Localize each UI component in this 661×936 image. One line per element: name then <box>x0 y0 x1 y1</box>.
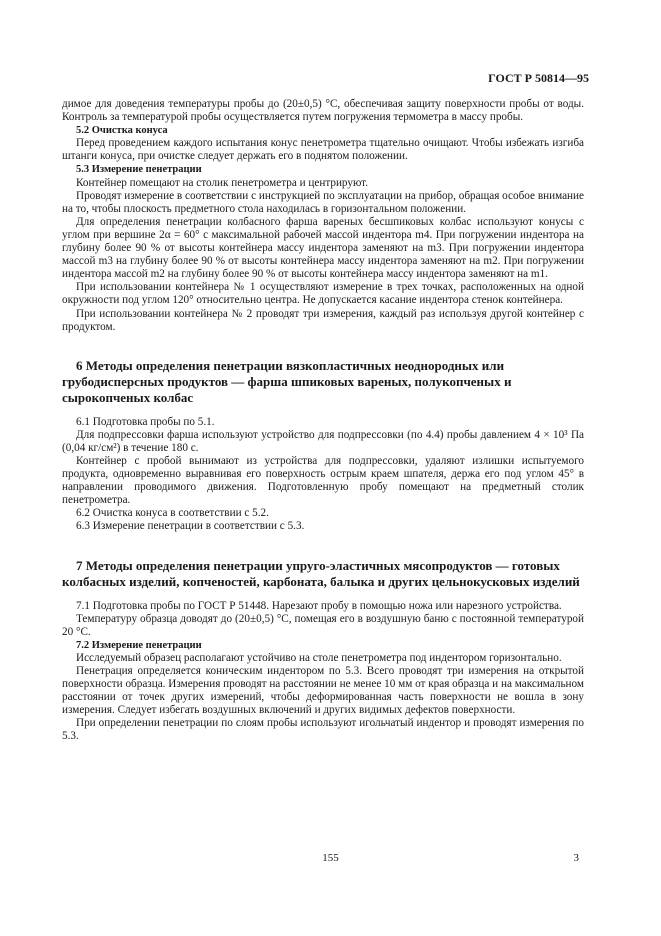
page-number: 155 <box>322 852 339 864</box>
document-body <box>62 98 584 744</box>
paragraph: При использовании контейнера № 2 проводят три измерения, каждый раз используя другой контейнер с продуктом. <box>62 307 584 333</box>
paragraph: димое для доведения температуры пробы до (20±0,5) °С, обеспечивая защиту поверхности пробы от воды. Контроль за температурой пробы осуществляется путем погружения термометра в массу пробы. <box>62 98 584 124</box>
document-header: ГОСТ Р 50814—95 <box>488 71 589 85</box>
paragraph: 6.3 Измерение пенетрации в соответствии с 5.3. <box>76 520 305 533</box>
paragraph: Исследуемый образец располагают устойчиво на столе пенетрометра под индентором горизонтально. <box>76 651 562 664</box>
subsection-heading: 5.2 Очистка конуса <box>76 125 168 137</box>
paragraph: 6.1 Подготовка пробы по 5.1. <box>76 415 215 428</box>
paragraph: Контейнер помещают на столик пенетрометра и центрируют. <box>76 176 369 189</box>
paragraph: 7.1 Подготовка пробы по ГОСТ Р 51448. Нарезают пробу в помощью ножа или нарезного устройства. <box>76 599 562 612</box>
paragraph: Контейнер с пробой вынимают из устройства для подпрессовки, удаляют излишки испытуемого продукта, одновременно выравнивая его поверхность острым краем шпателя, держа его под углом 45° в направлении проводимого движения. Подготовленную пробу помещают на предметный столик пенетрометра. <box>62 454 584 507</box>
paragraph: Для определения пенетрации колбасного фарша вареных бесшпиковых колбас используют конусы с углом при вершине 2α = 60° с максимальной рабочей массой индентора m4. При погружении индентора на глубину более 90 % от высоты контейнера массу индентора заменяют на m3. При погружении индентора массой m3 на глубину более 90 % от высоты контейнера массу индентора заменяют на m2. При погружении индентора массой m2 на глубину более 90 % от высоты контейнера массу индентора заменяют на m1. <box>62 215 584 281</box>
paragraph: Пенетрация определяется коническим индентором по 5.3. Всего проводят три измерения на открытой поверхности образца. Измерения проводят на расстоянии не менее 10 мм от края образца и на максимальном расстоянии от точек других измерений, чтобы деформированная часть поверхности не вошла в зону измерения. Следует избегать воздушных включений и других видимых дефектов поверхности. <box>62 665 584 717</box>
subsection-heading: 7.2 Измерение пенетрации <box>76 639 202 651</box>
section-heading-6: 6 Методы определения пенетрации вязкопластичных неоднородных или грубодисперсных продуктов — фарша шпиковых вареных, полукопченых и сырокопченых колбас <box>62 357 512 405</box>
section-heading-7: 7 Методы определения пенетрации упруго-эластичных мясопродуктов — готовых колбасных изделий, копченостей, карбоната, балыка и других цельнокусковых изделий <box>62 557 580 589</box>
paragraph: 6.2 Очистка конуса в соответствии с 5.2. <box>76 507 269 520</box>
sheet-number: 3 <box>573 852 579 864</box>
paragraph: При определении пенетрации по слоям пробы используют игольчатый индентор и проводят измерения по 5.3. <box>62 717 584 743</box>
paragraph: Температуру образца доводят до (20±0,5) °С, помещая его в воздушную баню с постоянной температурой 20 °С. <box>62 612 584 638</box>
paragraph: Перед проведением каждого испытания конус пенетрометра тщательно очищают. Чтобы избежать изгиба штанги конуса, при очистке следует держать его в поднятом положении. <box>62 137 584 163</box>
paragraph: При использовании контейнера № 1 осуществляют измерение в трех точках, расположенных на одной окружности под углом 120° относительно центра. Не допускается касание индентора стенок контейнера. <box>62 281 584 307</box>
subsection-heading: 5.3 Измерение пенетрации <box>76 164 202 176</box>
paragraph: Проводят измерение в соответствии с инструкцией по эксплуатации на прибор, обращая особое внимание на то, чтобы плоскость предметного стола находилась в горизонтальном положении. <box>62 189 584 215</box>
paragraph: Для подпрессовки фарша используют устройство для подпрессовки (по 4.4) пробы давлением 4 × 10³ Па (0,04 кг/см²) в течение 180 с. <box>62 428 584 454</box>
